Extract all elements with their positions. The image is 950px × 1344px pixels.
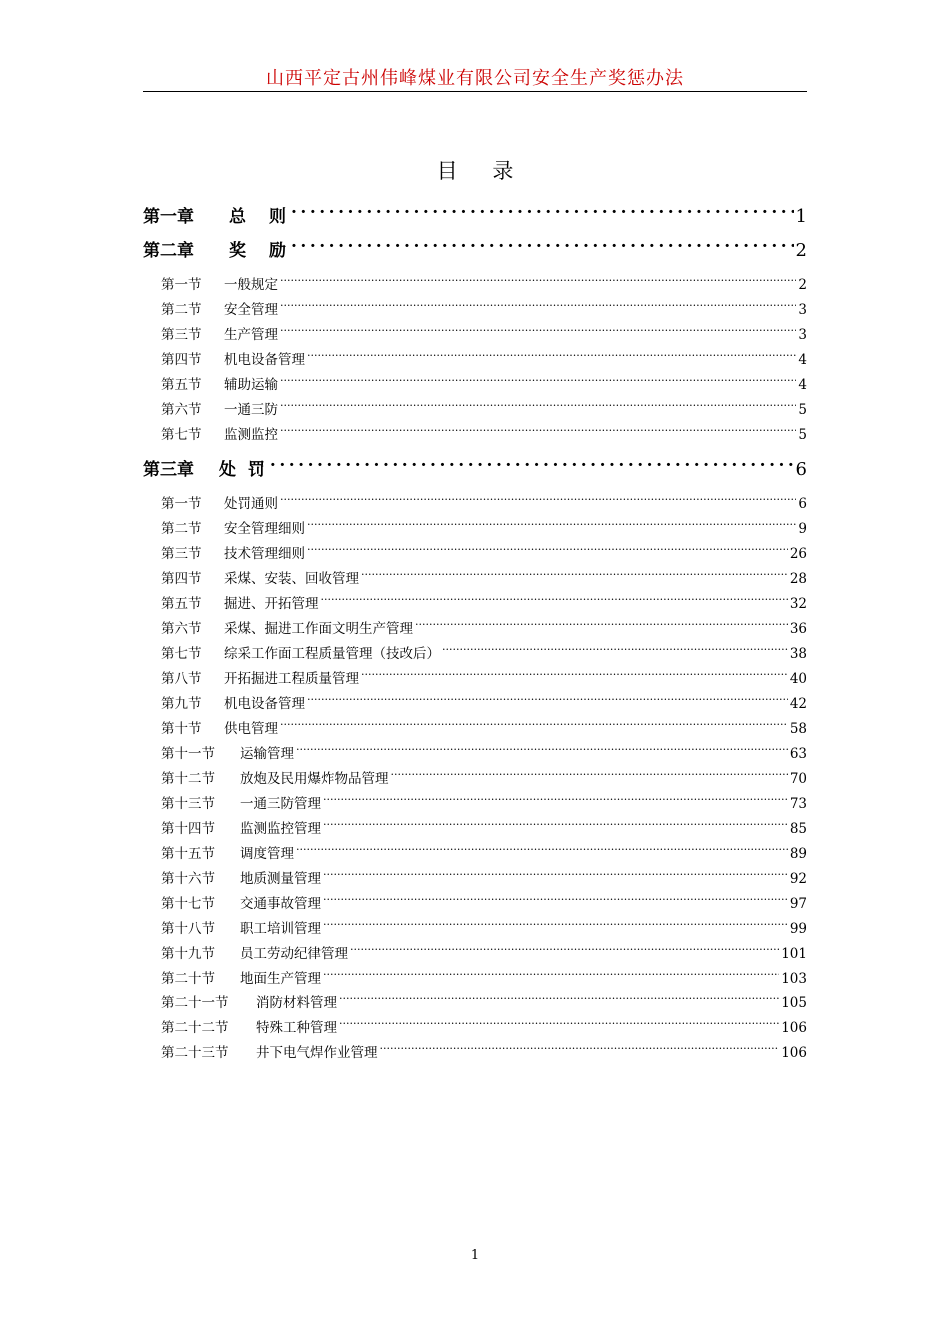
toc-entry-page: 3 [798,302,807,318]
dot-leader [307,351,796,365]
toc-entry-number: 第二节 [161,302,202,318]
dot-leader [296,745,788,759]
toc-chapter-2[interactable] [143,237,807,265]
toc-section[interactable] [143,349,807,371]
toc-entry-number: 第十六节 [161,871,215,887]
toc-section[interactable] [143,718,807,740]
toc-section[interactable] [143,743,807,765]
toc-section[interactable] [143,768,807,790]
dot-leader [280,720,788,734]
page-number: 1 [470,1248,480,1263]
toc-entry-title: 综采工作面工程质量管理（技改后） [224,646,440,662]
toc-entry-page: 26 [789,546,807,562]
toc-title: 目 录 [436,159,528,183]
dot-leader [415,620,788,634]
toc-entry-title: 机电设备管理 [224,352,305,368]
toc-entry-title: 安全管理细则 [224,521,305,537]
toc-section[interactable] [143,1042,807,1064]
toc-entry-number: 第十一节 [161,746,215,762]
toc-section[interactable] [143,324,807,346]
toc-entry-title: 监测监控管理 [240,821,321,837]
toc-entry-title: 生产管理 [224,327,278,343]
toc-section[interactable] [143,618,807,640]
toc-entry-title: 一通三防管理 [240,796,321,812]
toc-entry-page: 36 [789,621,807,637]
toc-section[interactable] [143,299,807,321]
toc-entry-number: 第五节 [161,377,202,393]
toc-entry-number: 第十节 [161,721,202,737]
dot-leader [280,376,796,390]
dot-leader [350,945,779,959]
toc-section[interactable] [143,593,807,615]
toc-entry-page: 9 [798,521,807,537]
toc-section[interactable] [143,968,807,990]
toc-entry-number: 第十八节 [161,921,215,937]
toc-entry-page: 70 [789,771,807,787]
toc-entry-number: 第三节 [161,546,202,562]
toc-entry-title: 交通事故管理 [240,896,321,912]
toc-entry-number: 第二十三节 [161,1045,229,1061]
toc-entry-title: 监测监控 [224,427,278,443]
toc-entry-title: 放炮及民用爆炸物品管理 [240,771,389,787]
toc-section[interactable] [143,893,807,915]
toc-section[interactable] [143,992,807,1014]
toc-entry-title: 特殊工种管理 [256,1020,337,1036]
toc-entry-number: 第二节 [161,521,202,537]
toc-entry-page: 89 [789,846,807,862]
toc-entry-title: 一通三防 [224,402,278,418]
toc-section[interactable] [143,568,807,590]
toc-section[interactable] [143,643,807,665]
toc-entry-title: 运输管理 [240,746,294,762]
toc-entry-title: 职工培训管理 [240,921,321,937]
toc-entry-page: 97 [789,896,807,912]
toc-section[interactable] [143,274,807,296]
toc-section[interactable] [143,918,807,940]
dot-leader [296,845,788,859]
toc-entry-page: 28 [789,571,807,587]
toc-section[interactable] [143,668,807,690]
toc-entry-title: 处 罚 [219,460,268,480]
toc-section[interactable] [143,693,807,715]
toc-entry-number: 第一节 [161,496,202,512]
toc-entry-number: 第十四节 [161,821,215,837]
toc-entry-number: 第七节 [161,427,202,443]
toc-entry-title: 消防材料管理 [256,995,337,1011]
header-rule [143,91,807,92]
dot-leader [361,570,788,584]
toc-entry-page: 4 [798,377,807,393]
dot-leader [321,595,788,609]
toc-entry-number: 第八节 [161,671,202,687]
dot-leader [307,520,796,534]
toc-entry-page: 58 [789,721,807,737]
toc-chapter-1[interactable] [143,203,807,231]
toc-entry-page: 42 [789,696,807,712]
toc-entry-page: 101 [781,946,807,962]
dot-leader [270,458,794,475]
toc-section[interactable] [143,493,807,515]
dot-leader [280,401,796,415]
dot-leader [323,895,788,909]
toc-entry-title: 奖 励 [229,241,289,261]
toc-entry-page: 3 [798,327,807,343]
toc-entry-title: 开拓掘进工程质量管理 [224,671,359,687]
toc-entry-number: 第二十二节 [161,1020,229,1036]
dot-leader [307,545,788,559]
toc-chapter-3[interactable] [143,456,807,484]
toc-entry-number: 第十七节 [161,896,215,912]
toc-entry-number: 第四节 [161,571,202,587]
toc-entry-page: 40 [789,671,807,687]
toc-section[interactable] [143,943,807,965]
dot-leader [323,820,788,834]
toc-entry-page: 5 [798,427,807,443]
toc-entry-number: 第三节 [161,327,202,343]
dot-leader [323,970,779,984]
toc-entry-page: 85 [789,821,807,837]
toc-section[interactable] [143,1017,807,1039]
toc-entry-page: 63 [789,746,807,762]
toc-entry-number: 第十二节 [161,771,215,787]
toc-entry-title: 员工劳动纪律管理 [240,946,348,962]
toc-entry-number: 第三章 [143,460,194,480]
toc-entry-number: 第二十节 [161,971,215,987]
dot-leader [442,645,788,659]
toc-section[interactable] [143,374,807,396]
dot-leader [380,1044,780,1058]
toc-entry-title: 辅助运输 [224,377,278,393]
dot-leader [307,695,788,709]
toc-section[interactable] [143,543,807,565]
toc-entry-title: 调度管理 [240,846,294,862]
toc-entry-page: 106 [781,1020,807,1036]
toc-entry-page: 92 [789,871,807,887]
dot-leader [280,276,796,290]
toc-section[interactable] [143,843,807,865]
toc-entry-title: 处罚通则 [224,496,278,512]
toc-entry-number: 第六节 [161,621,202,637]
toc-entry-page: 5 [798,402,807,418]
toc-entry-title: 一般规定 [224,277,278,293]
toc-entry-page: 6 [798,496,807,512]
dot-leader [339,994,779,1008]
toc-section[interactable] [143,868,807,890]
toc-entry-title: 采煤、掘进工作面文明生产管理 [224,621,413,637]
running-header: 山西平定古州伟峰煤业有限公司安全生产奖惩办法 [266,68,684,89]
toc-entry-number: 第七节 [161,646,202,662]
toc-entry-page: 105 [781,995,807,1011]
dot-leader [323,795,788,809]
toc-entry-number: 第二十一节 [161,995,229,1011]
dot-leader [291,239,794,256]
toc-entry-title: 掘进、开拓管理 [224,596,319,612]
toc-entry-page: 38 [789,646,807,662]
toc-entry-number: 第四节 [161,352,202,368]
toc-entry-title: 技术管理细则 [224,546,305,562]
toc-entry-number: 第二章 [143,241,194,261]
toc-entry-number: 第六节 [161,402,202,418]
dot-leader [323,920,788,934]
toc-entry-page: 103 [781,971,807,987]
toc-entry-title: 井下电气焊作业管理 [256,1045,378,1061]
toc-entry-page: 6 [795,459,807,480]
toc-entry-page: 73 [789,796,807,812]
dot-leader [323,870,788,884]
toc-section[interactable] [143,518,807,540]
toc-entry-number: 第一章 [143,207,194,227]
toc-entry-number: 第十五节 [161,846,215,862]
toc-entry-page: 106 [781,1045,807,1061]
toc-entry-title: 机电设备管理 [224,696,305,712]
toc-entry-page: 32 [789,596,807,612]
toc-section[interactable] [143,818,807,840]
toc-section[interactable] [143,399,807,421]
toc-section[interactable] [143,793,807,815]
toc-section[interactable] [143,424,807,446]
dot-leader [280,326,796,340]
toc-entry-page: 99 [789,921,807,937]
toc-entry-page: 2 [795,240,807,261]
toc-entry-title: 地质测量管理 [240,871,321,887]
toc-entry-number: 第十三节 [161,796,215,812]
toc-entry-number: 第五节 [161,596,202,612]
toc-entry-title: 地面生产管理 [240,971,321,987]
toc-entry-number: 第十九节 [161,946,215,962]
toc-entry-title: 供电管理 [224,721,278,737]
toc-entry-title: 安全管理 [224,302,278,318]
dot-leader [339,1019,779,1033]
toc-entry-page: 4 [798,352,807,368]
toc-entry-number: 第一节 [161,277,202,293]
dot-leader [280,301,796,315]
dot-leader [391,770,788,784]
toc-entry-page: 2 [798,277,807,293]
dot-leader [361,670,788,684]
toc-entry-number: 第九节 [161,696,202,712]
dot-leader [280,495,796,509]
toc-entry-title: 总 则 [229,207,289,227]
toc-entry-title: 采煤、安装、回收管理 [224,571,359,587]
toc-entry-page: 1 [795,206,807,227]
dot-leader [280,426,796,440]
dot-leader [291,205,794,222]
